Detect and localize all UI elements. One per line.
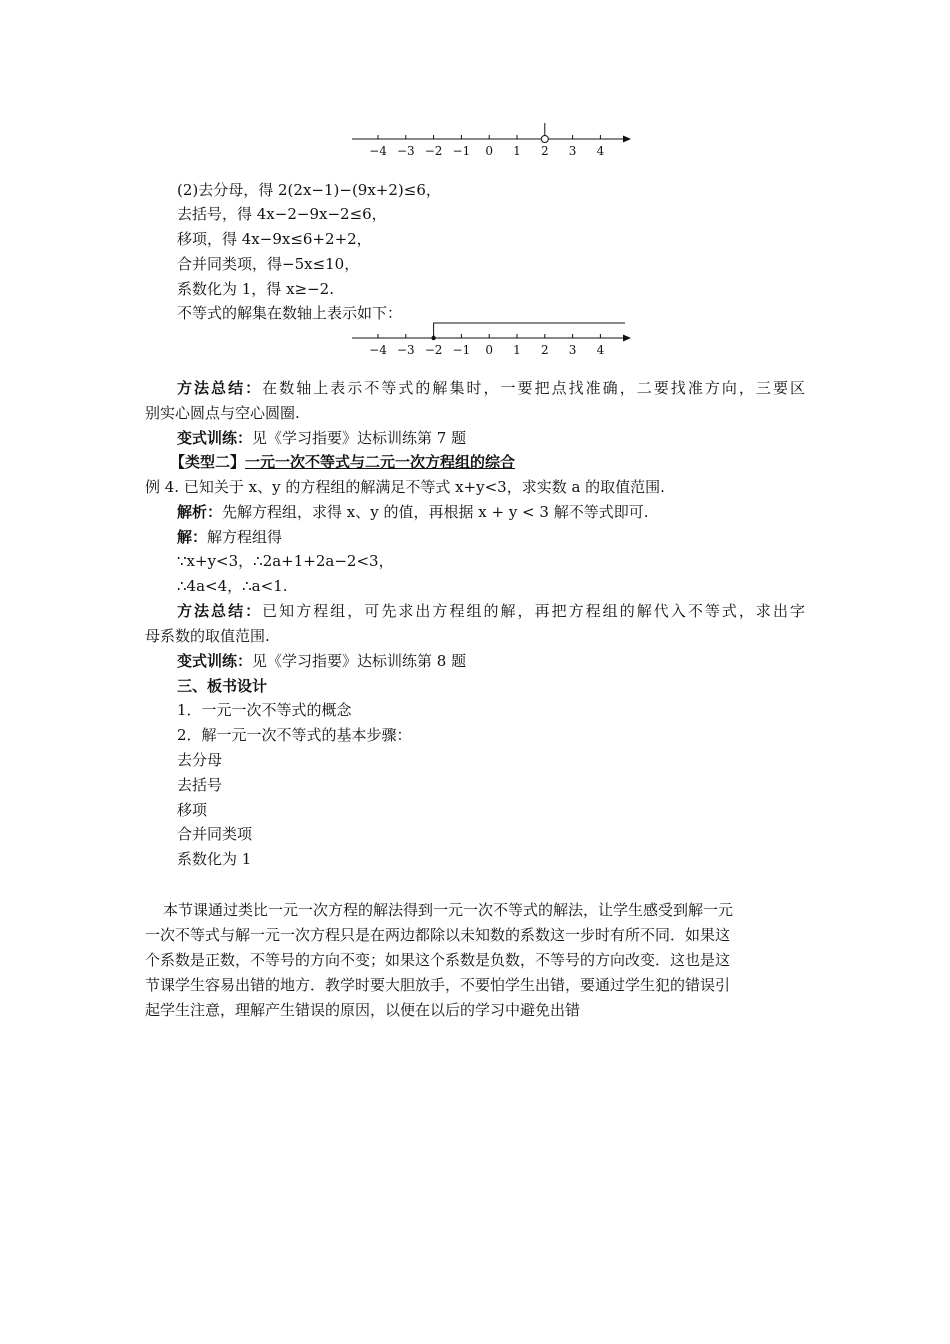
tick-label: −1: [452, 144, 471, 158]
tick-label: 4: [596, 343, 605, 357]
reflection-line: 个系数是正数，不等号的方向不变；如果这个系数是负数，不等号的方向改变．这也是这: [145, 951, 731, 969]
type-two-heading: [170, 452, 515, 472]
part2-line4: 合并同类项，得−5x≤10，: [177, 255, 360, 273]
board-item-2: 2．解一元一次不等式的基本步骤：: [177, 726, 412, 744]
tick-label: 1: [513, 343, 521, 357]
reflection-line: 起学生注意，理解产生错误的原因，以便在以后的学习中避免出错: [145, 1001, 581, 1019]
variant-training-text: 见《学习指要》达标训练第 8 题: [252, 652, 467, 670]
tick-label: 0: [485, 343, 494, 357]
method-summary-1-line1: [177, 378, 805, 398]
method-summary-text: 已知方程组，可先求出方程组的解，再把方程组的解代入不等式，求出字: [262, 602, 805, 620]
method-summary-label: 方法总结：: [177, 602, 263, 620]
type-two-bracket: 【类型二】: [170, 453, 246, 471]
solution-line3: ∴4a<4，∴a<1.: [177, 577, 288, 595]
variant-training-2: [177, 651, 466, 671]
board-item-1: 1．一元一次不等式的概念: [177, 701, 352, 719]
part2-line3: 移项，得 4x−9x≤6+2+2，: [177, 230, 372, 248]
variant-training-text: 见《学习指要》达标训练第 7 题: [252, 429, 467, 447]
axis: [352, 136, 631, 143]
board-step: 系数化为 1: [177, 850, 252, 868]
type-two-title: 一元一次不等式与二元一次方程组的综合: [245, 453, 516, 471]
board-step: 移项: [177, 801, 208, 819]
reflection-line: 节课学生容易出错的地方．教学时要大胆放手，不要怕学生出错，要通过学生犯的错误引: [145, 976, 731, 994]
solution-line1: [177, 527, 282, 547]
analysis-line: [177, 502, 648, 522]
board-design-heading: 三、板书设计: [177, 677, 268, 695]
tick-label: 3: [568, 343, 577, 357]
analysis-text: 先解方程组，求得 x、y 的值，再根据 x + y < 3 解不等式即可.: [222, 503, 649, 521]
part2-line5: 系数化为 1，得 x≥−2.: [177, 280, 334, 298]
method-summary-2-line1: [177, 601, 805, 621]
number-line-2: [348, 318, 638, 360]
board-step: 合并同类项: [177, 825, 253, 843]
part2-line1: (2)去分母，得 2(2x−1)−(9x+2)≤6，: [177, 181, 441, 199]
variant-training-1: [177, 428, 466, 448]
part2-line2: 去括号，得 4x−2−9x−2≤6，: [177, 205, 387, 223]
method-summary-2-line2: 母系数的取值范围.: [145, 627, 270, 645]
tick-label: −4: [369, 144, 387, 158]
method-summary-label: 方法总结：: [177, 379, 263, 397]
example-4: 例 4. 已知关于 x、y 的方程组的解满足不等式 x+y<3，求实数 a 的取值范围.: [145, 478, 665, 496]
tick-label: −2: [424, 343, 443, 357]
tick-label: 0: [485, 144, 494, 158]
variant-training-label: 变式训练：: [177, 652, 253, 670]
tick-label: −2: [424, 144, 443, 158]
solid-point: [431, 336, 435, 340]
tick-label: 3: [568, 144, 577, 158]
part2-line6: 不等式的解集在数轴上表示如下：: [177, 304, 403, 322]
board-step: 去分母: [177, 751, 223, 769]
method-summary-1-line2: 别实心圆点与空心圆圈.: [145, 404, 300, 422]
tick-label: 2: [540, 144, 549, 158]
solution-label: 解：: [177, 528, 208, 546]
tick-label: 2: [540, 343, 549, 357]
tick-label: 4: [596, 144, 605, 158]
reflection-line: 本节课通过类比一元一次方程的解法得到一元一次不等式的解法，让学生感受到解一元: [163, 901, 734, 919]
board-step: 去括号: [177, 776, 223, 794]
solution-ray: [434, 323, 625, 338]
analysis-label: 解析：: [177, 503, 223, 521]
open-point: [541, 136, 548, 143]
tick-label: −4: [369, 343, 387, 357]
solution-text: 解方程组得: [207, 528, 283, 546]
variant-training-label: 变式训练：: [177, 429, 253, 447]
axis: [352, 335, 631, 342]
tick-label: −1: [452, 343, 471, 357]
tick-label: −3: [396, 144, 415, 158]
reflection-line: 一次不等式与解一元一次方程只是在两边都除以未知数的系数这一步时有所不同．如果这: [145, 926, 731, 944]
solution-line2: ∵x+y<3，∴2a+1+2a−2<3，: [177, 552, 394, 570]
tick-label: −3: [396, 343, 415, 357]
tick-label: 1: [513, 144, 521, 158]
method-summary-text: 在数轴上表示不等式的解集时，一要把点找准确，二要找准方向，三要区: [262, 379, 805, 397]
number-line-1: [348, 122, 638, 164]
